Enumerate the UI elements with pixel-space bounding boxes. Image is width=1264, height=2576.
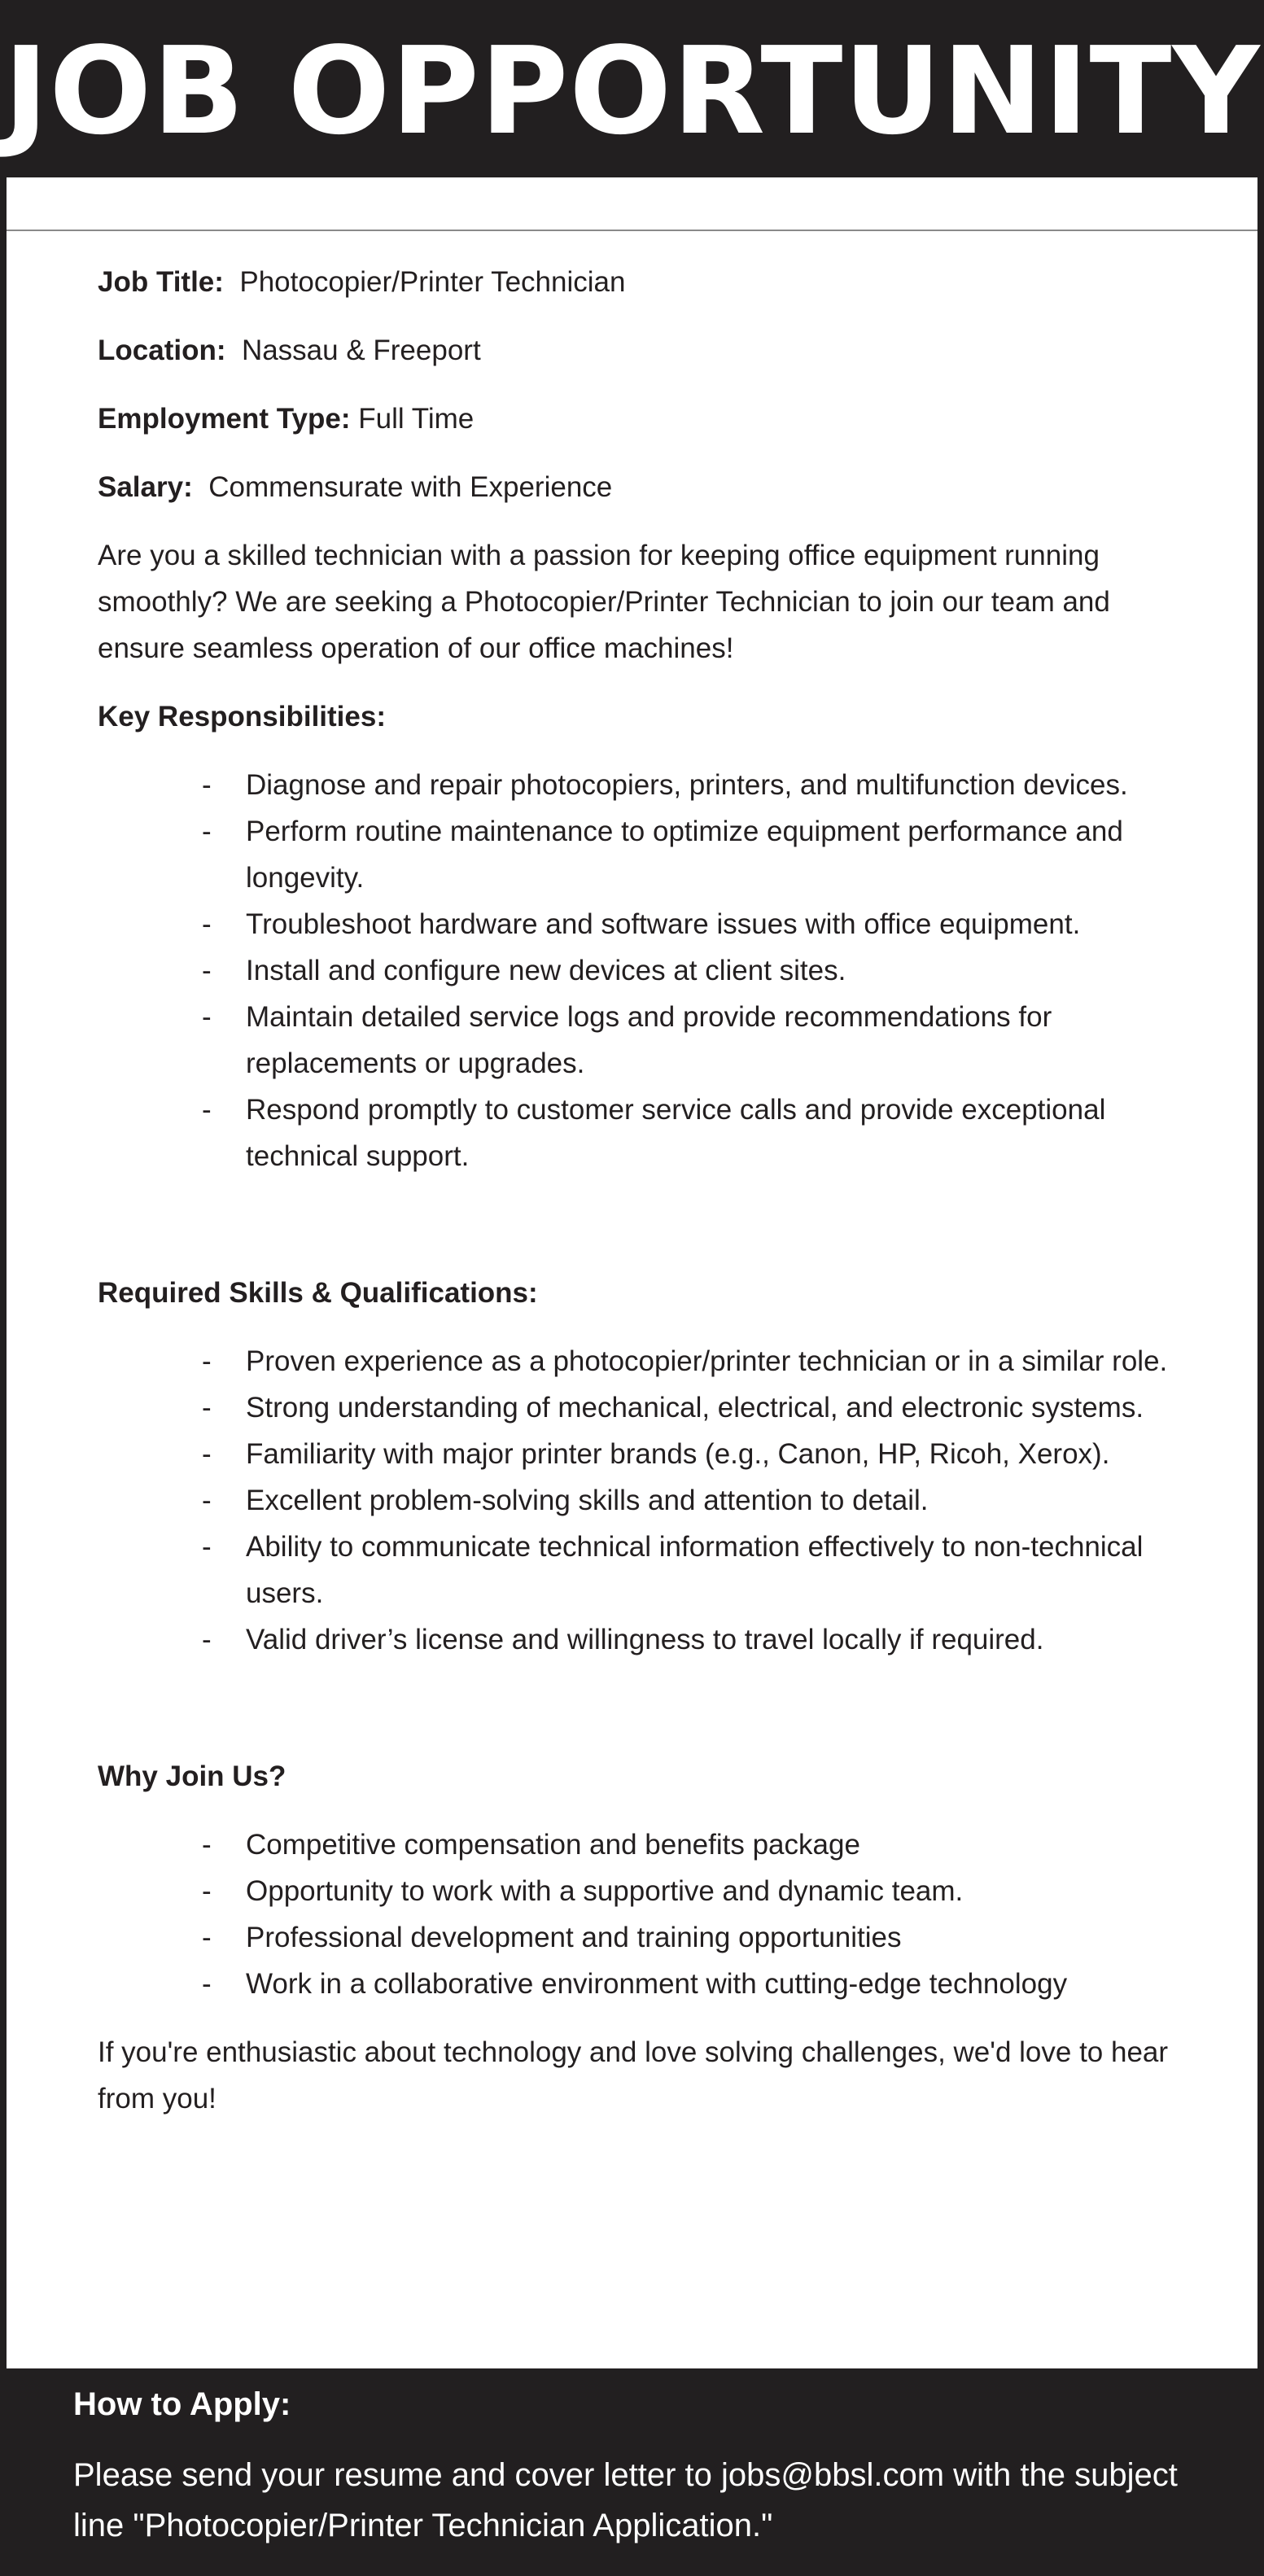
dash-bullet: -: [202, 1485, 212, 1516]
list-item: [98, 994, 1180, 1087]
dash-bullet: -: [202, 955, 212, 986]
responsibilities-heading: Key Responsibilities:: [98, 701, 386, 733]
list-item-text: Competitive compensation and benefits package: [246, 1829, 860, 1861]
field-value: Nassau & Freeport: [241, 335, 481, 366]
list-item: [98, 1338, 1180, 1384]
field-label: Location:: [98, 335, 226, 366]
field-label: Job Title:: [98, 266, 224, 298]
dash-bullet: -: [202, 908, 212, 940]
divider-line: [7, 230, 1257, 231]
job-title-field: [98, 259, 1180, 305]
intro-paragraph: Are you a skilled technician with a passion for keeping office equipment running smoothly? We are seeking a Photocopier/Printer Technician to join our team and ensure seamless operation of our office machines!: [98, 540, 1110, 664]
how-to-apply-text: Please send your resume and cover letter to jobs@bbsl.com with the subject line "Photocopier/Printer Technician Application.": [73, 2457, 1178, 2543]
dash-bullet: -: [202, 1829, 212, 1861]
list-item: [98, 1431, 1180, 1477]
list-item: [98, 901, 1180, 947]
spacer: [98, 1663, 1180, 1753]
list-item: [98, 1616, 1180, 1663]
list-item-text: Troubleshoot hardware and software issues with office equipment.: [246, 908, 1081, 940]
list-item-text: Strong understanding of mechanical, electrical, and electronic systems.: [246, 1392, 1144, 1424]
field-value: Commensurate with Experience: [208, 471, 613, 503]
field-label: Salary:: [98, 471, 193, 503]
dash-bullet: -: [202, 1345, 212, 1377]
list-item: [98, 1524, 1180, 1616]
list-item-text: Work in a collaborative environment with cutting-edge technology: [246, 1968, 1068, 2000]
how-to-apply-heading: How to Apply:: [73, 2386, 291, 2422]
dash-bullet: -: [202, 1531, 212, 1563]
list-item-text: Valid driver’s license and willingness to travel locally if required.: [246, 1624, 1044, 1655]
field-value: Photocopier/Printer Technician: [239, 266, 626, 298]
dash-bullet: -: [202, 1875, 212, 1907]
page-title: JOB OPPORTUNITY: [3, 21, 1261, 161]
why-join-list: [98, 1822, 1180, 2007]
list-item-text: Diagnose and repair photocopiers, printers, and multifunction devices.: [246, 769, 1128, 801]
responsibilities-list: [98, 762, 1180, 1179]
dash-bullet: -: [202, 769, 212, 801]
why-join-heading: Why Join Us?: [98, 1760, 286, 1792]
list-item: [98, 947, 1180, 994]
list-item: [98, 1868, 1180, 1914]
list-item: [98, 1822, 1180, 1868]
field-label: Employment Type:: [98, 403, 351, 435]
list-item-text: Professional development and training opportunities: [246, 1922, 902, 1953]
how-to-apply-footer: [0, 2368, 1264, 2576]
header-banner: [0, 0, 1264, 177]
list-item-text: Excellent problem-solving skills and attention to detail.: [246, 1485, 929, 1516]
list-item-text: Opportunity to work with a supportive and dynamic team.: [246, 1875, 964, 1907]
list-item-text: Perform routine maintenance to optimize equipment performance and longevity.: [246, 816, 1123, 894]
list-item: [98, 1914, 1180, 1961]
employment-type-field: [98, 396, 1180, 442]
dash-bullet: -: [202, 816, 212, 847]
dash-bullet: -: [202, 1392, 212, 1424]
list-item: [98, 1477, 1180, 1524]
dash-bullet: -: [202, 1001, 212, 1033]
qualifications-heading: Required Skills & Qualifications:: [98, 1277, 538, 1309]
closing-paragraph: If you're enthusiastic about technology and love solving challenges, we'd love to hear from you!: [98, 2036, 1169, 2115]
qualifications-list: [98, 1338, 1180, 1663]
list-item: [98, 808, 1180, 901]
list-item-text: Maintain detailed service logs and provide recommendations for replacements or upgrades.: [246, 1001, 1052, 1079]
list-item-text: Ability to communicate technical information effectively to non-technical users.: [246, 1531, 1144, 1609]
list-item: [98, 1961, 1180, 2007]
list-item: [98, 1384, 1180, 1431]
list-item-text: Respond promptly to customer service calls and provide exceptional technical support.: [246, 1094, 1106, 1172]
dash-bullet: -: [202, 1968, 212, 2000]
spacer: [98, 2007, 1180, 2029]
list-item-text: Install and configure new devices at client sites.: [246, 955, 846, 986]
job-posting-panel: [7, 177, 1257, 2368]
list-item-text: Familiarity with major printer brands (e.g., Canon, HP, Ricoh, Xerox).: [246, 1438, 1110, 1470]
spacer: [98, 1179, 1180, 1270]
list-item: [98, 762, 1180, 808]
list-item: [98, 1087, 1180, 1179]
job-details: [98, 259, 1180, 2144]
field-value: Full Time: [358, 403, 475, 435]
dash-bullet: -: [202, 1438, 212, 1470]
dash-bullet: -: [202, 1094, 212, 1126]
dash-bullet: -: [202, 1922, 212, 1953]
location-field: [98, 327, 1180, 374]
salary-field: [98, 464, 1180, 510]
dash-bullet: -: [202, 1624, 212, 1655]
list-item-text: Proven experience as a photocopier/printer technician or in a similar role.: [246, 1345, 1168, 1377]
